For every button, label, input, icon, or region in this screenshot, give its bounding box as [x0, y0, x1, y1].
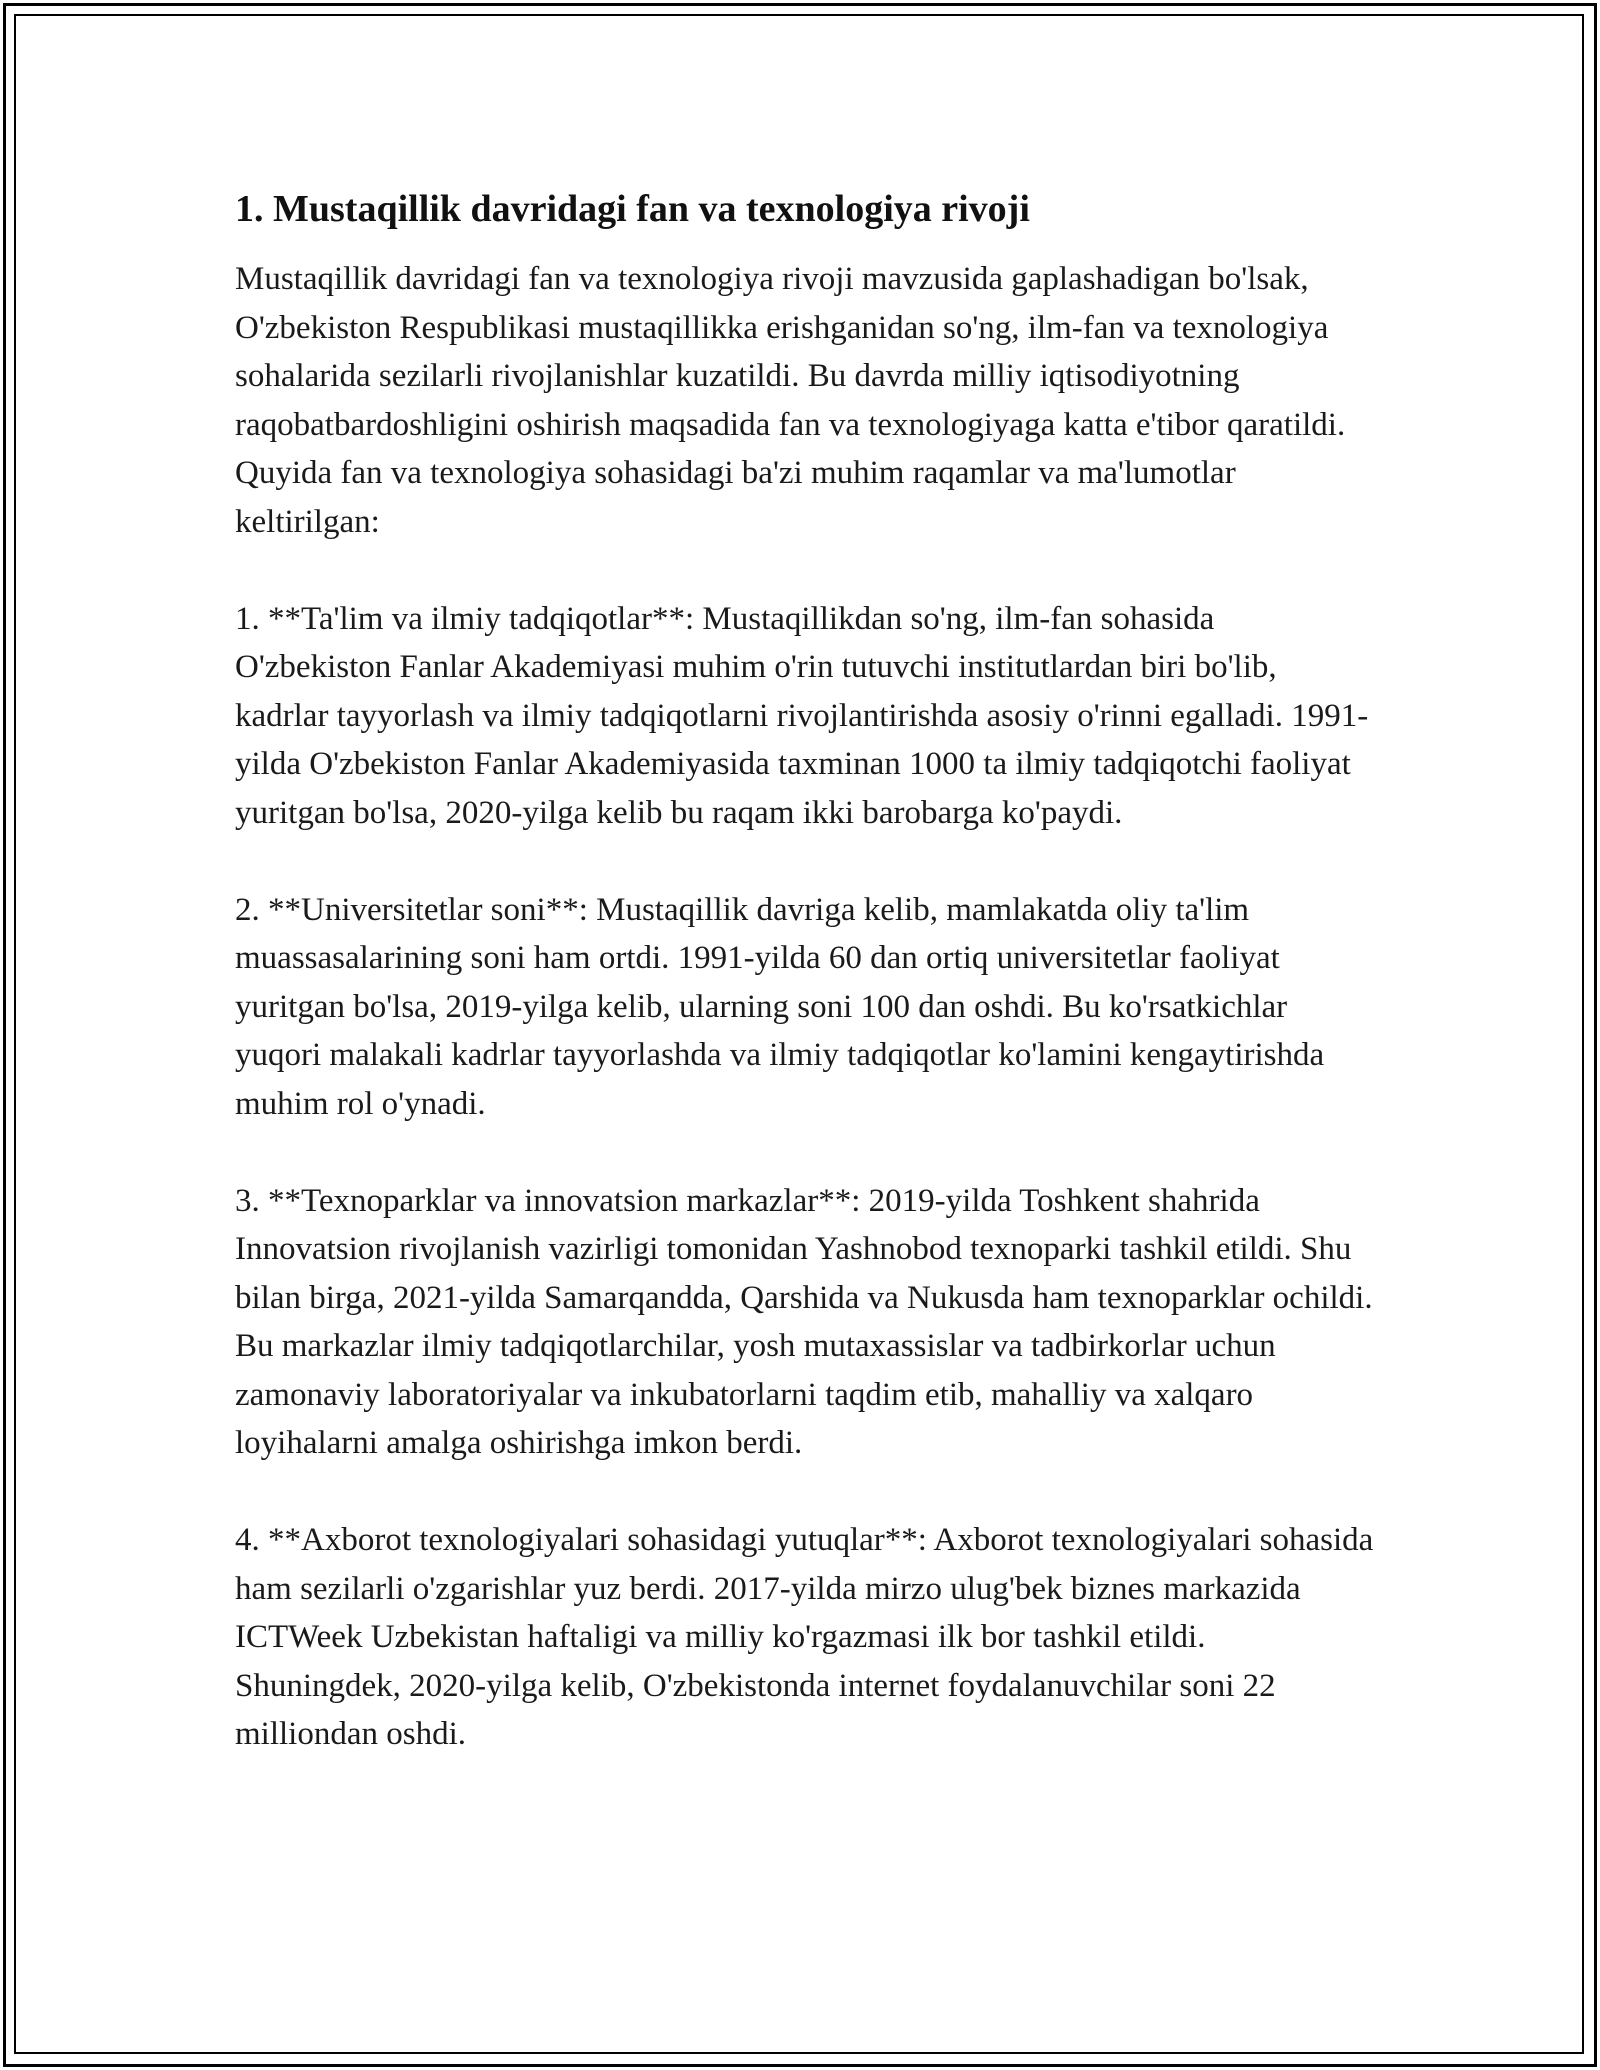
list-item-education-research: 1. **Ta'lim va ilmiy tadqiqotlar**: Mustaqillikdan so'ng, ilm-fan sohasida O'zbekiston Fanlar Akademiyasi muhim o'rin tutuvchi institutlardan biri bo'lib, kadrlar tayyorlash va ilmiy tadqiqotlarni rivojlantirishda asosiy o'rinni egalladi. 1991-yilda O'zbekiston Fanlar Akademiyasida taxminan 1000 ta ilmiy tadqiqotchi faoliyat yuritgan bo'lsa, 2020-yilga kelib bu raqam ikki barobarga ko'paydi. [235, 600, 1369, 831]
list-item-universities: 2. **Universitetlar soni**: Mustaqillik davriga kelib, mamlakatda oliy ta'lim muassasalarining soni ham ortdi. 1991-yilda 60 dan ortiq universitetlar faoliyat yuritgan bo'lsa, 2019-yilga kelib, ularning soni 100 dan oshdi. Bu ko'rsatkichlar yuqori malakali kadrlar tayyorlashda va ilmiy tadqiqotlar ko'lamini kengaytirishda muhim rol o'ynadi. [235, 891, 1325, 1122]
list-item-technoparks: 3. **Texnoparklar va innovatsion markazlar**: 2019-yilda Toshkent shahrida Innovatsion rivojlanish vazirligi tomonidan Yashnobod texnoparki tashkil etildi. Shu bilan birga, 2021-yilda Samarqandda, Qarshida va Nukusda ham texnoparklar ochildi. Bu markazlar ilmiy tadqiqotlarchilar, yosh mutaxassislar va tadbirkorlar uchun zamonaviy laboratoriyalar va inkubatorlarni taqdim etib, mahalliy va xalqaro loyihalarni amalga oshirishga imkon berdi. [235, 1182, 1373, 1461]
document-body [235, 185, 1375, 1807]
intro-paragraph: Mustaqillik davridagi fan va texnologiya rivoji mavzusida gaplashadigan bo'lsak, O'zbekiston Respublikasi mustaqillikka erishganidan so'ng, ilm-fan va texnologiya sohalarida sezilarli rivojlanishlar kuzatildi. Bu davrda milliy iqtisodiyotning raqobatbardoshligini oshirish maqsadida fan va texnologiyaga katta e'tibor qaratildi. Quyida fan va texnologiya sohasidagi ba'zi muhim raqamlar va ma'lumotlar keltirilgan: [235, 261, 1346, 540]
list-item-it-achievements: 4. **Axborot texnologiyalari sohasidagi yutuqlar**: Axborot texnologiyalari sohasida ham sezilarli o'zgarishlar yuz berdi. 2017-yilda mirzo ulug'bek biznes markazida ICTWeek Uzbekistan haftaligi va milliy ko'rgazmasi ilk bor tashkil etildi. Shuningdek, 2020-yilga kelib, O'zbekistonda internet foydalanuvchilar soni 22 milliondan oshdi. [235, 1522, 1374, 1752]
document-title: 1. Mustaqillik davridagi fan va texnologiya rivoji [235, 188, 1030, 230]
